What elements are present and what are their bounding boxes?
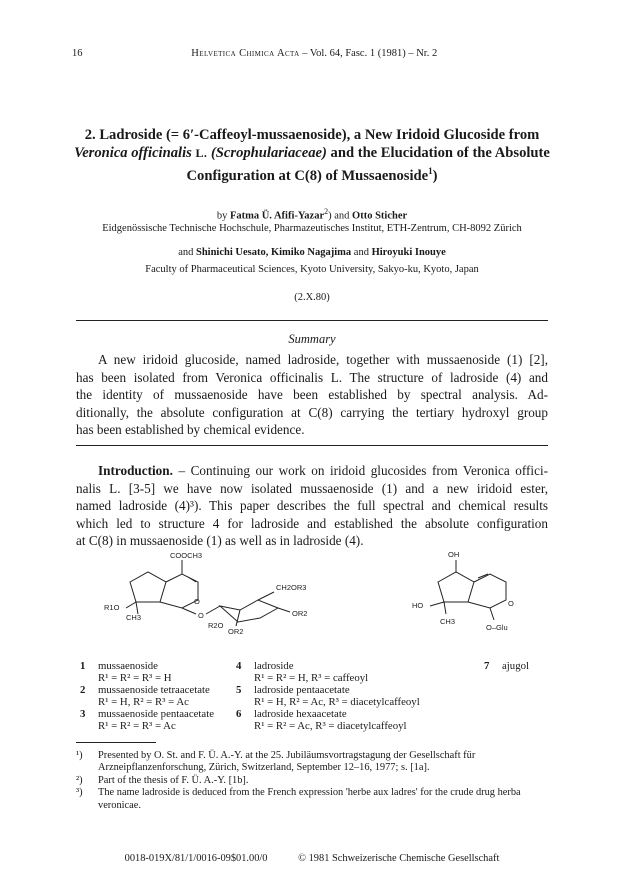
intro-line-1 — [76, 462, 548, 480]
received-date: (2.X.80) — [294, 292, 330, 303]
title-footnote-mark: 1 — [428, 166, 433, 176]
title-line-3 — [60, 162, 564, 185]
footnotes — [76, 750, 548, 812]
intro-line: named ladroside (4)³). This paper describes the full spectral and chemical results — [76, 498, 548, 514]
affiliation-2: Faculty of Pharmaceutical Sciences, Kyoto University, Sakyo-ku, Kyoto, Japan — [145, 264, 479, 275]
footnote-text: Part of the thesis of F. Ü. A.-Y. [1b]. — [98, 774, 249, 786]
compound-number: 2 — [80, 684, 86, 696]
intro-line: nalis L. [3-5] we have now isolated mussaenoside (1) and a new iridoid ester, — [76, 480, 548, 496]
page-number: 16 — [72, 48, 83, 59]
label-or2-a: OR2 — [292, 609, 308, 618]
compound-list-middle — [236, 660, 456, 732]
compound-substituents: R¹ = H, R² = R³ = Ac — [98, 696, 189, 708]
title-author-abbrev: L. — [195, 146, 208, 160]
title-line-2 — [60, 144, 564, 162]
label-bridge-o: O — [198, 611, 204, 620]
summary-line: has been isolated from Veronica officinalis L. The structure of ladroside (4) and — [76, 369, 548, 385]
title-line-3-text: Configuration at C(8) of Mussaenoside — [186, 167, 429, 184]
compound-6 — [236, 708, 456, 732]
footnote-1 — [76, 750, 548, 775]
title-line-3-end: ) — [432, 167, 438, 184]
author-line-2 — [40, 246, 584, 259]
compound-7 — [484, 660, 548, 674]
author-2: Otto Sticher — [352, 210, 408, 222]
running-head — [72, 48, 556, 62]
authors-3: Shinichi Uesato, Kimiko Nagajima — [195, 247, 352, 258]
compound-substituents: R¹ = H, R² = Ac, R³ = diacetylcaffeoyl — [254, 696, 420, 708]
compound-substituents: R¹ = R² = R³ = Ac — [98, 720, 176, 732]
label-ch3-b: CH3 — [440, 617, 456, 626]
summary-body — [76, 351, 548, 439]
summary-line: has been established by chemical evidence. — [76, 422, 305, 438]
author-1: Fatma Ü. Afifi-Yazar — [229, 210, 325, 222]
copyright: © 1981 Schweizerische Chemische Gesellschaft — [298, 853, 500, 864]
compound-substituents: R¹ = R² = Ac, R³ = diacetylcaffeoyl — [254, 720, 407, 732]
compound-name: mussaenoside pentaacetate — [98, 708, 215, 720]
summary-line: A new iridoid glucoside, named ladroside, together with mussaenoside (1) [2], — [98, 352, 548, 367]
compound-number: 3 — [80, 708, 86, 720]
footnote-mark: ¹) — [76, 750, 83, 761]
summary-line: ditionally, the absolute configuration at C(8) carrying the tertiary hydroxyl group — [76, 404, 548, 420]
mussaenoside-skeleton — [126, 560, 290, 626]
title-line-2-end: and the Elucidation of the Absolute — [330, 145, 550, 161]
page-footer — [76, 853, 548, 864]
compound-name: ladroside — [254, 660, 294, 672]
by-word: by — [216, 210, 228, 222]
footnote-mark: ²) — [76, 774, 83, 786]
label-r1o: R1O — [104, 603, 120, 612]
journal-line — [191, 48, 437, 62]
article-code: 0018-019X/81/1/0016-09$01.00/0 — [124, 853, 268, 864]
intro-line: at C(8) in mussaenoside (1) as well as in ladroside (4). — [76, 533, 364, 549]
compound-5 — [236, 684, 456, 708]
label-ch3-a: CH3 — [126, 613, 142, 622]
compound-4 — [236, 660, 456, 684]
journal-issue: – Vol. 64, Fasc. 1 (1981) – Nr. 2 — [302, 48, 438, 59]
summary-top-rule — [76, 320, 548, 321]
compound-number: 4 — [236, 660, 242, 672]
compound-number: 6 — [236, 708, 242, 720]
mussaenoside-labels — [104, 551, 307, 636]
compound-number: 1 — [80, 660, 86, 672]
author-4: Hiroyuki Inouye — [371, 247, 446, 258]
label-ho: HO — [412, 601, 424, 610]
label-oh: OH — [448, 550, 460, 559]
summary-bottom-rule — [76, 445, 548, 446]
compound-number: 7 — [484, 660, 490, 672]
label-cooch3: COOCH3 — [170, 551, 203, 560]
compound-substituents: R¹ = R² = H, R³ = caffeoyl — [254, 672, 369, 684]
author-line-1 — [40, 205, 584, 223]
ajugol-skeleton — [430, 560, 506, 620]
footnote-2 — [76, 775, 548, 787]
footnote-text: The name ladroside is deduced from the French expression 'herbe aux ladres' for the crude drug herba veronicae. — [98, 787, 521, 811]
compound-name: ladroside pentaacetate — [254, 684, 350, 696]
compound-number: 5 — [236, 684, 242, 696]
title-family: (Scrophulariaceae) — [210, 145, 327, 161]
compound-substituents: R¹ = R² = R³ = H — [98, 672, 172, 684]
label-or2-b: OR2 — [228, 627, 244, 636]
paper-title — [60, 126, 564, 185]
intro-line: which led to structure 4 for ladroside and established the absolute configuration — [76, 515, 548, 531]
and-word-1: ) and — [328, 210, 350, 222]
intro-heading: Introduction. — [98, 463, 173, 478]
author-1-footnote: 2 — [324, 207, 329, 216]
compound-name: ladroside hexaacetate — [254, 708, 347, 720]
label-ring-o-a: O — [194, 597, 200, 606]
ajugol-labels — [412, 550, 514, 632]
affiliation-1: Eidgenössische Technische Hochschule, Pharmazeutisches Institut, ETH-Zentrum, CH-8092 Zürich — [102, 223, 522, 234]
compound-name: mussaenoside — [98, 660, 158, 672]
label-o-glu: O–Glu — [486, 623, 508, 632]
introduction-body — [76, 462, 548, 550]
label-ring-o-b: O — [508, 599, 514, 608]
chemical-structures — [90, 548, 550, 658]
footnote-rule — [76, 742, 156, 743]
and-word-3: and — [353, 247, 369, 258]
title-species: Veronica officinalis — [74, 145, 192, 161]
label-r2o: R2O — [208, 621, 224, 630]
title-line-1: 2. Ladroside (= 6′-Caffeoyl-mussaenoside), a New Iridoid Glucoside from — [84, 127, 540, 143]
intro-line-1-text: – Continuing our work on iridoid glucosides from Veronica offici- — [178, 463, 549, 478]
journal-name: Helvetica Chimica Acta — [191, 48, 300, 59]
compound-name: ajugol — [502, 660, 529, 672]
footnote-3 — [76, 787, 548, 812]
label-ch2or3: CH2OR3 — [276, 583, 307, 592]
summary-heading: Summary — [288, 332, 336, 346]
footnote-text: Presented by O. St. and F. Ü. A.-Y. at the 25. Jubiläumsvortragstagung der Gesellschaft für Arzneipflanzenforschung, Zürich, Switzerland, September 12–16, 1977; s. [1a]. — [98, 750, 476, 774]
compound-name: mussaenoside tetraacetate — [98, 684, 210, 696]
summary-line: the identity of mussaenoside have been established by spectral analysis. Ad- — [76, 387, 548, 403]
footnote-mark: ³) — [76, 787, 83, 799]
and-word-2: and — [178, 247, 194, 258]
